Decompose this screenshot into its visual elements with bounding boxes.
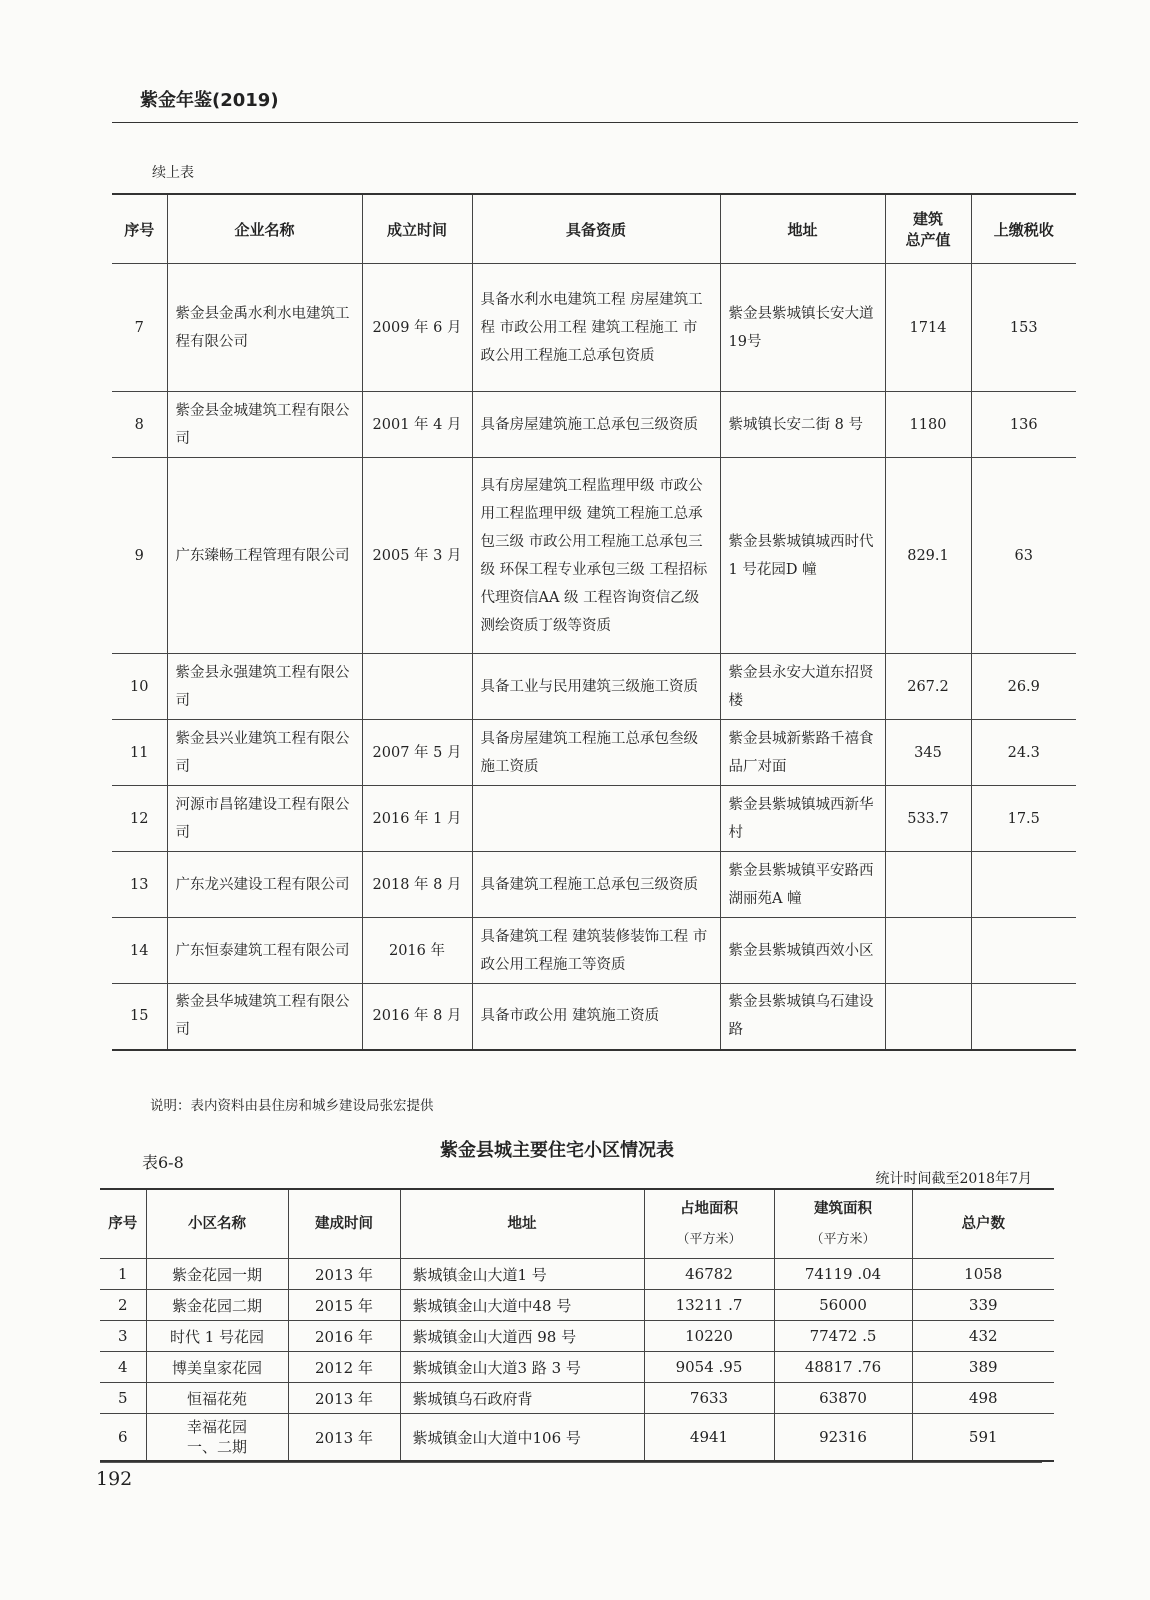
tax-paid xyxy=(971,984,1076,1050)
table-row xyxy=(112,918,1076,984)
land-area: 4941 xyxy=(644,1414,774,1462)
land-area-label: 占地面积 xyxy=(680,1200,738,1217)
enterprise-name: 紫金县永强建筑工程有限公司 xyxy=(167,654,362,720)
founded-date: 2016 年 8 月 xyxy=(362,984,472,1050)
tax-paid: 153 xyxy=(971,264,1076,392)
col-header-output xyxy=(885,194,971,264)
footer-rule xyxy=(100,1462,1042,1463)
table-row xyxy=(112,458,1076,654)
qualification: 具备房屋建筑工程施工总承包叁级施工资质 xyxy=(472,720,720,786)
table-row xyxy=(100,1383,1054,1414)
construction-output: 1714 xyxy=(885,264,971,392)
col-header-address: 地址 xyxy=(720,194,885,264)
building-area-unit: （平方米） xyxy=(810,1231,876,1247)
table-row xyxy=(112,264,1076,392)
building-area-label: 建筑面积 xyxy=(814,1200,872,1217)
qualification: 具备建筑工程施工总承包三级资质 xyxy=(472,852,720,918)
continued-label: 续上表 xyxy=(152,165,194,181)
table-row xyxy=(112,392,1076,458)
enterprise-name: 广东恒泰建筑工程有限公司 xyxy=(167,918,362,984)
community-name: 恒福花苑 xyxy=(146,1383,288,1414)
row-number: 7 xyxy=(112,264,167,392)
address: 紫金县紫城镇西效小区 xyxy=(720,918,885,984)
qualification: 具备房屋建筑施工总承包三级资质 xyxy=(472,392,720,458)
land-area: 7633 xyxy=(644,1383,774,1414)
enterprise-name: 紫金县金禹水利水电建筑工程有限公司 xyxy=(167,264,362,392)
address: 紫城镇金山大道中48 号 xyxy=(400,1290,644,1321)
table-header-row xyxy=(112,194,1076,264)
row-number: 6 xyxy=(100,1414,146,1462)
page-number: 192 xyxy=(96,1468,133,1490)
household-count: 432 xyxy=(912,1321,1054,1352)
land-area: 13211 .7 xyxy=(644,1290,774,1321)
household-count: 1058 xyxy=(912,1259,1054,1290)
col-header-built: 建成时间 xyxy=(288,1189,400,1259)
community-name-line1: 幸福花园 xyxy=(186,1418,247,1436)
building-area: 63870 xyxy=(774,1383,912,1414)
building-area: 77472 .5 xyxy=(774,1321,912,1352)
row-number: 13 xyxy=(112,852,167,918)
founded-date: 2001 年 4 月 xyxy=(362,392,472,458)
building-area: 74119 .04 xyxy=(774,1259,912,1290)
table-title: 紫金县城主要住宅小区情况表 xyxy=(440,1140,674,1161)
col-header-land-area xyxy=(644,1189,774,1259)
built-year: 2013 年 xyxy=(288,1259,400,1290)
founded-date: 2007 年 5 月 xyxy=(362,720,472,786)
col-header-name: 企业名称 xyxy=(167,194,362,264)
col-header-no: 序号 xyxy=(112,194,167,264)
tax-paid: 136 xyxy=(971,392,1076,458)
community-name-line2: 一、二期 xyxy=(186,1438,247,1456)
building-area: 92316 xyxy=(774,1414,912,1462)
row-number: 5 xyxy=(100,1383,146,1414)
row-number: 4 xyxy=(100,1352,146,1383)
enterprise-name: 广东臻畅工程管理有限公司 xyxy=(167,458,362,654)
address: 紫金县紫城镇乌石建设路 xyxy=(720,984,885,1050)
table-row xyxy=(100,1259,1054,1290)
table-row xyxy=(112,852,1076,918)
construction-output: 1180 xyxy=(885,392,971,458)
table-row xyxy=(100,1414,1054,1462)
table-row xyxy=(112,786,1076,852)
land-area: 46782 xyxy=(644,1259,774,1290)
construction-output xyxy=(885,918,971,984)
address: 紫城镇金山大道中106 号 xyxy=(400,1414,644,1462)
yearbook-header-title: 紫金年鉴(2019) xyxy=(140,90,279,111)
enterprise-name: 广东龙兴建设工程有限公司 xyxy=(167,852,362,918)
address: 紫城镇金山大道1 号 xyxy=(400,1259,644,1290)
household-count: 591 xyxy=(912,1414,1054,1462)
col-header-no: 序号 xyxy=(100,1189,146,1259)
table-row xyxy=(112,720,1076,786)
construction-output xyxy=(885,984,971,1050)
col-header-building-area xyxy=(774,1189,912,1259)
built-year: 2013 年 xyxy=(288,1414,400,1462)
construction-output xyxy=(885,852,971,918)
table-row xyxy=(100,1352,1054,1383)
address: 紫城镇金山大道西 98 号 xyxy=(400,1321,644,1352)
tax-paid xyxy=(971,918,1076,984)
construction-output: 345 xyxy=(885,720,971,786)
address: 紫金县永安大道东招贤楼 xyxy=(720,654,885,720)
row-number: 3 xyxy=(100,1321,146,1352)
founded-date xyxy=(362,654,472,720)
address: 紫城镇长安二街 8 号 xyxy=(720,392,885,458)
table-header-row xyxy=(100,1189,1054,1259)
table-number: 表6-8 xyxy=(142,1153,184,1172)
address: 紫金县紫城镇长安大道19号 xyxy=(720,264,885,392)
tax-paid: 17.5 xyxy=(971,786,1076,852)
address: 紫金县紫城镇城西新华村 xyxy=(720,786,885,852)
table-row xyxy=(112,654,1076,720)
qualification xyxy=(472,786,720,852)
qualification: 具备工业与民用建筑三级施工资质 xyxy=(472,654,720,720)
col-header-output-line2: 总产值 xyxy=(905,231,951,249)
community-name: 博美皇家花园 xyxy=(146,1352,288,1383)
land-area: 10220 xyxy=(644,1321,774,1352)
col-header-households: 总户数 xyxy=(912,1189,1054,1259)
household-count: 339 xyxy=(912,1290,1054,1321)
building-area: 48817 .76 xyxy=(774,1352,912,1383)
community-name: 时代 1 号花园 xyxy=(146,1321,288,1352)
built-year: 2013 年 xyxy=(288,1383,400,1414)
land-area: 9054 .95 xyxy=(644,1352,774,1383)
table-note: 说明：表内资料由县住房和城乡建设局张宏提供 xyxy=(150,1098,434,1114)
household-count: 498 xyxy=(912,1383,1054,1414)
row-number: 1 xyxy=(100,1259,146,1290)
row-number: 15 xyxy=(112,984,167,1050)
col-header-output-line1: 建筑 xyxy=(912,210,943,228)
qualification: 具备建筑工程 建筑装修装饰工程 市政公用工程施工等资质 xyxy=(472,918,720,984)
residential-table xyxy=(100,1188,1054,1462)
address: 紫金县城新紫路千禧食品厂对面 xyxy=(720,720,885,786)
founded-date: 2016 年 1 月 xyxy=(362,786,472,852)
community-name: 紫金花园二期 xyxy=(146,1290,288,1321)
table-row xyxy=(100,1290,1054,1321)
address: 紫城镇乌石政府背 xyxy=(400,1383,644,1414)
enterprise-name: 紫金县兴业建筑工程有限公司 xyxy=(167,720,362,786)
stat-time: 统计时间截至2018年7月 xyxy=(875,1171,1032,1187)
founded-date: 2016 年 xyxy=(362,918,472,984)
address: 紫金县紫城镇平安路西湖丽苑A 幢 xyxy=(720,852,885,918)
col-header-address: 地址 xyxy=(400,1189,644,1259)
col-header-tax: 上缴税收 xyxy=(971,194,1076,264)
row-number: 8 xyxy=(112,392,167,458)
header-rule xyxy=(112,122,1078,123)
community-name xyxy=(146,1414,288,1462)
founded-date: 2009 年 6 月 xyxy=(362,264,472,392)
tax-paid: 63 xyxy=(971,458,1076,654)
qualification: 具备市政公用 建筑施工资质 xyxy=(472,984,720,1050)
qualification: 具有房屋建筑工程监理甲级 市政公用工程监理甲级 建筑工程施工总承包三级 市政公用工程施工总承包三级 环保工程专业承包三级 工程招标代理资信AA 级 工程咨询资信乙级 测绘资质丁级等资质 xyxy=(472,458,720,654)
built-year: 2012 年 xyxy=(288,1352,400,1383)
enterprise-table xyxy=(112,193,1076,1051)
founded-date: 2005 年 3 月 xyxy=(362,458,472,654)
tax-paid: 24.3 xyxy=(971,720,1076,786)
row-number: 11 xyxy=(112,720,167,786)
construction-output: 267.2 xyxy=(885,654,971,720)
row-number: 10 xyxy=(112,654,167,720)
col-header-date: 成立时间 xyxy=(362,194,472,264)
address: 紫城镇金山大道3 路 3 号 xyxy=(400,1352,644,1383)
founded-date: 2018 年 8 月 xyxy=(362,852,472,918)
construction-output: 829.1 xyxy=(885,458,971,654)
table-row xyxy=(100,1321,1054,1352)
tax-paid xyxy=(971,852,1076,918)
enterprise-name: 河源市昌铭建设工程有限公司 xyxy=(167,786,362,852)
built-year: 2016 年 xyxy=(288,1321,400,1352)
community-name: 紫金花园一期 xyxy=(146,1259,288,1290)
qualification: 具备水利水电建筑工程 房屋建筑工程 市政公用工程 建筑工程施工 市政公用工程施工总承包资质 xyxy=(472,264,720,392)
enterprise-name: 紫金县金城建筑工程有限公司 xyxy=(167,392,362,458)
row-number: 9 xyxy=(112,458,167,654)
building-area: 56000 xyxy=(774,1290,912,1321)
col-header-qualification: 具备资质 xyxy=(472,194,720,264)
col-header-name: 小区名称 xyxy=(146,1189,288,1259)
land-area-unit: （平方米） xyxy=(676,1231,742,1247)
household-count: 389 xyxy=(912,1352,1054,1383)
row-number: 2 xyxy=(100,1290,146,1321)
table-row xyxy=(112,984,1076,1050)
row-number: 12 xyxy=(112,786,167,852)
enterprise-name: 紫金县华城建筑工程有限公司 xyxy=(167,984,362,1050)
tax-paid: 26.9 xyxy=(971,654,1076,720)
built-year: 2015 年 xyxy=(288,1290,400,1321)
address: 紫金县紫城镇城西时代 1 号花园D 幢 xyxy=(720,458,885,654)
construction-output: 533.7 xyxy=(885,786,971,852)
row-number: 14 xyxy=(112,918,167,984)
